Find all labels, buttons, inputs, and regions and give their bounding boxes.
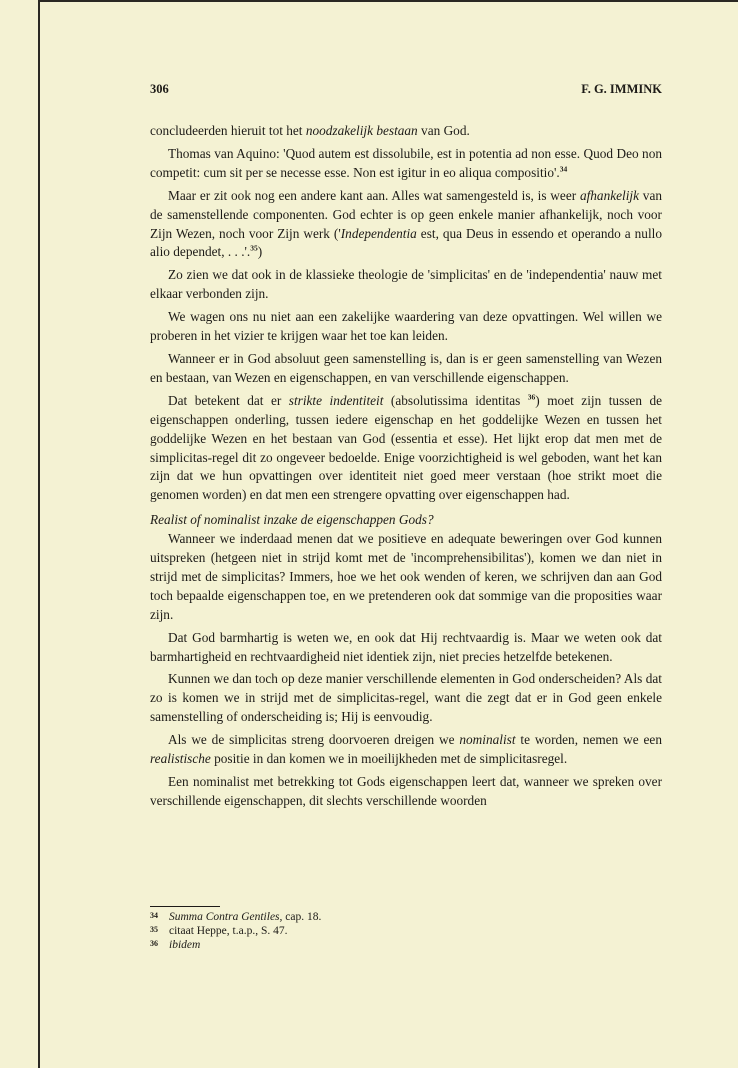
paragraph: Dat betekent dat er strikte indentiteit (absolutissima identitas $^{36}$) moet zijn tussen de eigenschappen onderling, tussen iedere eigenschap en het goddelijke Wezen en tussen het goddelijke Wezen en het bestaan van God (essentia et esse). Het lijkt erop dat men met de simplicitas-regel dit zo ongeveer bedoelde. Enige voorzichtigheid is wel geboden, want het kan zijn dat we hun opvattingen over identiteit niet goed meer verstaan (hoe strikt moet die genomen worden) en dat men een strengere opvatting over eigenschappen had. bbox=[150, 392, 663, 503]
paragraph: Een nominalist met betrekking tot Gods eigenschappen leert dat, wanneer we spreken over verschillende eigenschappen, dit slechts verschillende woorden bbox=[150, 774, 662, 808]
italic-text: realistische bbox=[150, 751, 211, 767]
footnote-ref: 35 bbox=[250, 244, 258, 254]
footnote: 34 Summa Contra Gentiles, cap. 18. bbox=[150, 911, 322, 923]
paragraph: Zo zien we dat ook in de klassieke theologie de 'simplicitas' en de 'independentia' nauw met elkaar verbonden zijn. bbox=[150, 267, 662, 302]
paragraph: Dat God barmhartig is weten we, en ook dat Hij rechtvaardig is. Maar we weten ook dat barmhartigheid en rechtvaardigheid niet identiek zijn, niet precies hetzelfde betekenen. bbox=[150, 629, 662, 664]
page-left-edge bbox=[38, 0, 40, 1068]
paragraph: We wagen ons nu niet aan een zakelijke waardering van deze opvattingen. Wel willen we proberen in het vizier te krijgen waar het toe kan leiden. bbox=[150, 309, 662, 344]
page-top-edge bbox=[38, 0, 738, 2]
italic-text: ibidem bbox=[169, 939, 201, 951]
running-head-author: F. G. IMMINK bbox=[581, 82, 662, 96]
paragraph: Maar er zit ook nog een andere kant aan. Alles wat samengesteld is, is weer afhankelijk van de samenstellende componenten. God echter is op geen enkele manier afhankelijk, noch voor Zijn Wezen, noch voor Zijn werk ('Independentia est, qua Deus in essendo et operando a nullo alio dependet, . . .'.$^{35}$) bbox=[150, 187, 662, 260]
paragraph: Wanneer we inderdaad menen dat we positieve en adequate beweringen over God kunnen uitspreken (hetgeen niet in strijd komt met de 'incomprehensibilitas'), komen we dan niet in strijd met de simplicitas? Immers, hoe we het ook wenden of keren, we schrijven dan aan God toch bepaalde eigenschappen toe, en we pretenderen ook dat sommige van die proposities waar zijn. bbox=[150, 531, 662, 622]
italic-text: Realist of nominalist inzake de eigenschappen Gods? bbox=[150, 512, 434, 528]
footnote-number: 35 bbox=[150, 925, 158, 934]
footnotes bbox=[150, 910, 662, 952]
paragraph: Wanneer er in God absoluut geen samenstelling is, dan is er geen samenstelling van Wezen en bestaan, van Wezen en eigenschappen, en van verschillende eigenschappen. bbox=[150, 350, 662, 385]
italic-text: Independentia bbox=[340, 225, 417, 241]
footnote-number: 34 bbox=[150, 911, 158, 920]
footnote-ref: 34 bbox=[559, 164, 568, 174]
italic-text: nominalist bbox=[459, 732, 516, 748]
footnote bbox=[150, 938, 662, 952]
paragraph: Als we de simplicitas streng doorvoeren dreigen we nominalist te worden, nemen we een realistische positie in dan komen we in moeilijkheden met de simplicitasregel. bbox=[150, 732, 662, 767]
italic-text: afhankelijk bbox=[579, 187, 640, 203]
body-text bbox=[150, 122, 662, 811]
paragraph: Kunnen we dan toch op deze manier verschillende elementen in God onderscheiden? Als dat zo is komen we in strijd met de simplicitas-regel, want die zegt dat er in God geen enkele samenstelling of onderscheiding is; Hij is eenvoudig. bbox=[150, 671, 662, 725]
footnote-rule bbox=[150, 906, 220, 907]
paragraph: concludeerden hieruit tot het noodzakelijk bestaan van God. bbox=[150, 123, 470, 138]
footnote-ref: 36 bbox=[527, 392, 536, 402]
italic-text: Summa Contra Gentiles, bbox=[169, 911, 283, 923]
italic-text: strikte indentiteit bbox=[288, 392, 384, 408]
page-number: 306 bbox=[150, 82, 169, 96]
footnote-number: 36 bbox=[150, 939, 158, 948]
footnote: 35 citaat Heppe, t.a.p., S. 47. bbox=[150, 925, 288, 937]
section-heading bbox=[150, 511, 662, 530]
italic-text: noodzakelijk bestaan bbox=[305, 123, 418, 138]
paragraph: Thomas van Aquino: 'Quod autem est dissolubile, est in potentia ad non esse. Quod Deo non competit: cum sit per se necesse esse. Non est igitur in eo aliqua compositio'.$^{34}$ bbox=[150, 145, 662, 180]
